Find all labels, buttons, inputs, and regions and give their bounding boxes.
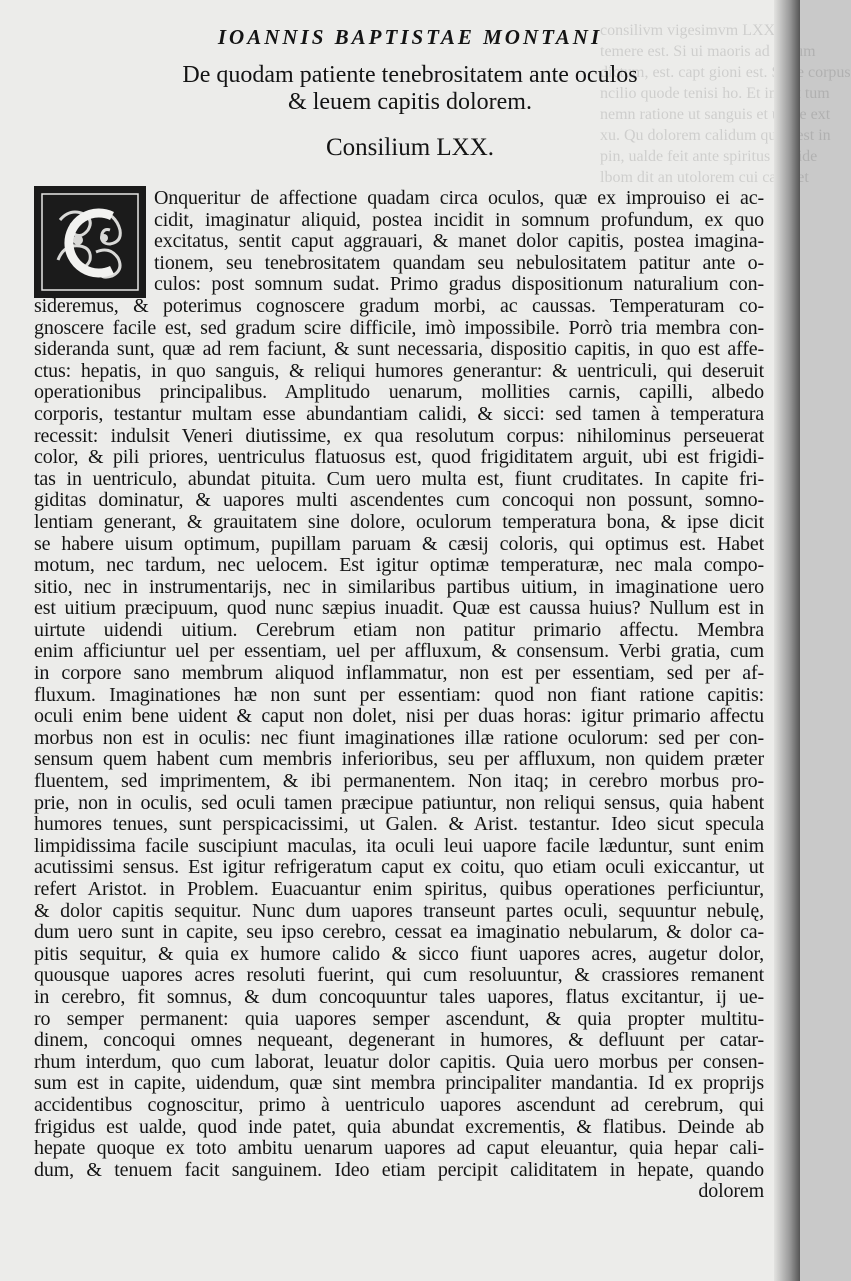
chapter-title: [120, 62, 700, 116]
chapter-title-line: & leuem capitis dolorem.: [288, 89, 532, 115]
text-line: Onqueritur de affectione quadam circa oculos, quæ ex improuiso ei ac-: [154, 187, 764, 209]
text-line: dum uero sunt in capite, seu ipso cerebro, cessat ea imaginatio nebularum, & dolor ca-: [34, 921, 764, 944]
text-line: limpidissima facile suscipiunt maculas, ita oculi leui uapore facile læduntur, sunt enim: [34, 834, 764, 857]
text-line: se habere uisum optimum, pupillam paruam & cæsij coloris, qui optimus est. Habet: [34, 532, 764, 555]
running-head: IOANNIS BAPTISTAE MONTANI: [217, 25, 603, 49]
text-line: ctus: hepatis, in quo sanguis, & reliqui humores generantur: & uentriculi, qui deseruit: [34, 359, 764, 382]
text-line: acutissimi sensus. Est igitur refrigeratum caput ex coitu, quo etiam oculi exiccantur, ut: [34, 856, 764, 879]
text-line: cidit, imaginatur aliquid, postea incidit in somnum profundum, ex quo: [154, 208, 764, 231]
text-line: frigidus est ualde, quod inde patet, quia abundat excrementis, & flatibus. Deinde ab: [34, 1115, 764, 1138]
text-line: sideremus, & poterimus cognoscere gradum morbi, ac caussas. Temperaturam co-: [34, 294, 764, 317]
text-line: enim afficiuntur uel per essentiam, uel per affluxum, & consensum. Verbi gratia, cum: [34, 640, 764, 663]
text-line: lentiam generant, & grauitatem sine dolore, oculorum temperatura bona, & ipse dicit: [34, 510, 764, 533]
text-line: in cerebro, fit somnus, & dum concoquuntur tales uapores, flatus excitantur, ij ue-: [34, 985, 764, 1008]
text-line: sum est in capite, uidendum, quæ sint membra principaliter mandantia. Id ex proprijs: [34, 1072, 764, 1095]
text-line: refert Aristot. in Problem. Euacuantur enim spiritus, quibus operationes perficiuntur,: [34, 878, 764, 900]
text-line: color, & pili priores, uentriculus flatuosus est, quod frigiditatem arguit, ubi est frigidi-: [34, 446, 764, 469]
text-line: giditas dominatur, & uapores multi ascendentes cum concoqui non possunt, somno-: [34, 489, 764, 512]
body-text: [34, 188, 764, 1203]
bleed-through-text: consilivm vigesimvm LXXIII temere est. Si ui maoris ad ubrum dictum, est. capt gioni est. Si de corpus ncilio quode tenisi ho. Et inpeit tum nemn ratione ut sanguis et ualde ext xu. Qu dolorem calidum quod est in pin, ualde feit ante spiritus et uide lbom dit an utolorem cui calid et: [600, 22, 851, 186]
text-line: quousque uapores acres resoluti fuerint, qui cum resoluuntur, & crassiores remanent: [34, 964, 764, 987]
text-line: excitatus, sentit caput aggrauari, & manet dolor capitis, postea imagina-: [154, 230, 764, 253]
text-line: humores tenues, sunt perspicacissimi, ut Galen. & Arist. testantur. Ideo sicut specula: [34, 813, 764, 836]
chapter-title-line: De quodam patiente tenebrositatem ante oculos: [182, 62, 638, 88]
text-line: accidentibus cognoscitur, primo à uentriculo uapores ascendunt ad cerebrum, qui: [34, 1093, 764, 1116]
text-line: sideranda sunt, quæ ad rem faciunt, & sunt necessaria, dispositio capitis, in quo est affe-: [34, 338, 764, 361]
text-line: fluentem, sed imprimentem, & ibi permanentem. Non itaq; in cerebro morbus pro-: [34, 770, 764, 793]
text-line: sitio, nec in instrumentarijs, nec in similaribus partibus uitium, in imaginatione uero: [34, 575, 764, 598]
text-line: pitis sequitur, & quia ex humore calido & sicco fiunt uapores acres, augetur dolor,: [34, 942, 764, 965]
page-gutter-shadow: [774, 0, 800, 1281]
text-line: est uitium præcipuum, quod nunc sæpius inuadit. Quæ est caussa huius? Nullum est in: [34, 597, 764, 620]
text-line: dinem, concoqui omnes nequeant, degenerant in humores, & defluunt per catar-: [34, 1029, 764, 1052]
consilium-heading: Consilium LXX.: [325, 134, 495, 161]
text-line: recessit: indulsit Veneri diutissime, ex qua resolutum corpus: nihilominus perseuerat: [34, 424, 764, 447]
text-line: oculi enim bene uident & caput non dolet, nisi per duas horas: igitur primario affectu: [34, 705, 764, 728]
text-line: tionem, seu tenebrositatem quandam seu nebulositatem patitur ante o-: [154, 251, 764, 274]
text-line: culos: post somnum sudat. Primo gradus dispositionum naturalium con-: [154, 273, 764, 296]
text-line: motum, nec tardum, nec uelocem. Est igitur optimæ temperaturæ, nec mala compo-: [34, 554, 764, 577]
text-line: prie, non in oculis, sed oculi tamen præcipue patiuntur, non reliqui sensus, quia habent: [34, 791, 764, 814]
text-line: sensum quem habent cum membris inferioribus, seu per affluxum, non quidem præter: [34, 748, 764, 771]
text-line: & dolor capitis sequitur. Nunc dum uapores transeunt partes oculi, sequuntur nebulę,: [34, 899, 764, 922]
text-line: uirtute uidendi uitium. Cerebrum etiam non patitur primario affectu. Membra: [34, 618, 764, 641]
text-line: rhum interdum, quo cum laborat, leuatur dolor capitis. Quia uero morbus per consen-: [34, 1050, 764, 1073]
text-line: dum, & tenuem facit sanguinem. Ideo etiam percipit caliditatem in hepate, quando: [34, 1158, 764, 1181]
catchword: dolorem: [698, 1180, 764, 1203]
text-line: tas in uentriculo, abundat pituita. Cum uero multa est, fiunt cruditates. In capite fri-: [34, 467, 764, 490]
text-line: gnoscere facile est, sed gradum scire difficile, imò impossibile. Porrò tria membra con-: [34, 316, 764, 339]
text-line: ro semper permanent: quia uapores semper ascendunt, & quia propter multitu-: [34, 1007, 764, 1030]
text-line: fluxum. Imaginationes hæ non sunt per essentiam: quod non fiant ratione capitis:: [34, 683, 764, 706]
text-line: in corpore sano membrum aliquod inflammatur, non est per essentiam, sed per af-: [34, 662, 764, 685]
text-line: hepate quoque ex toto ambitu uenarum uapores ad caput eleuantur, quia hepar cali-: [34, 1137, 764, 1160]
text-line: corporis, testantur multam esse abundantiam calidi, & sicci: sed tamen à temperatura: [34, 402, 764, 425]
text-line: morbus non est in oculis: nec fiunt imaginationes illæ ratione oculorum: sed per con-: [34, 726, 764, 749]
text-line: operationibus principalibus. Amplitudo uenarum, mollities carnis, capilli, albedo: [34, 381, 764, 404]
